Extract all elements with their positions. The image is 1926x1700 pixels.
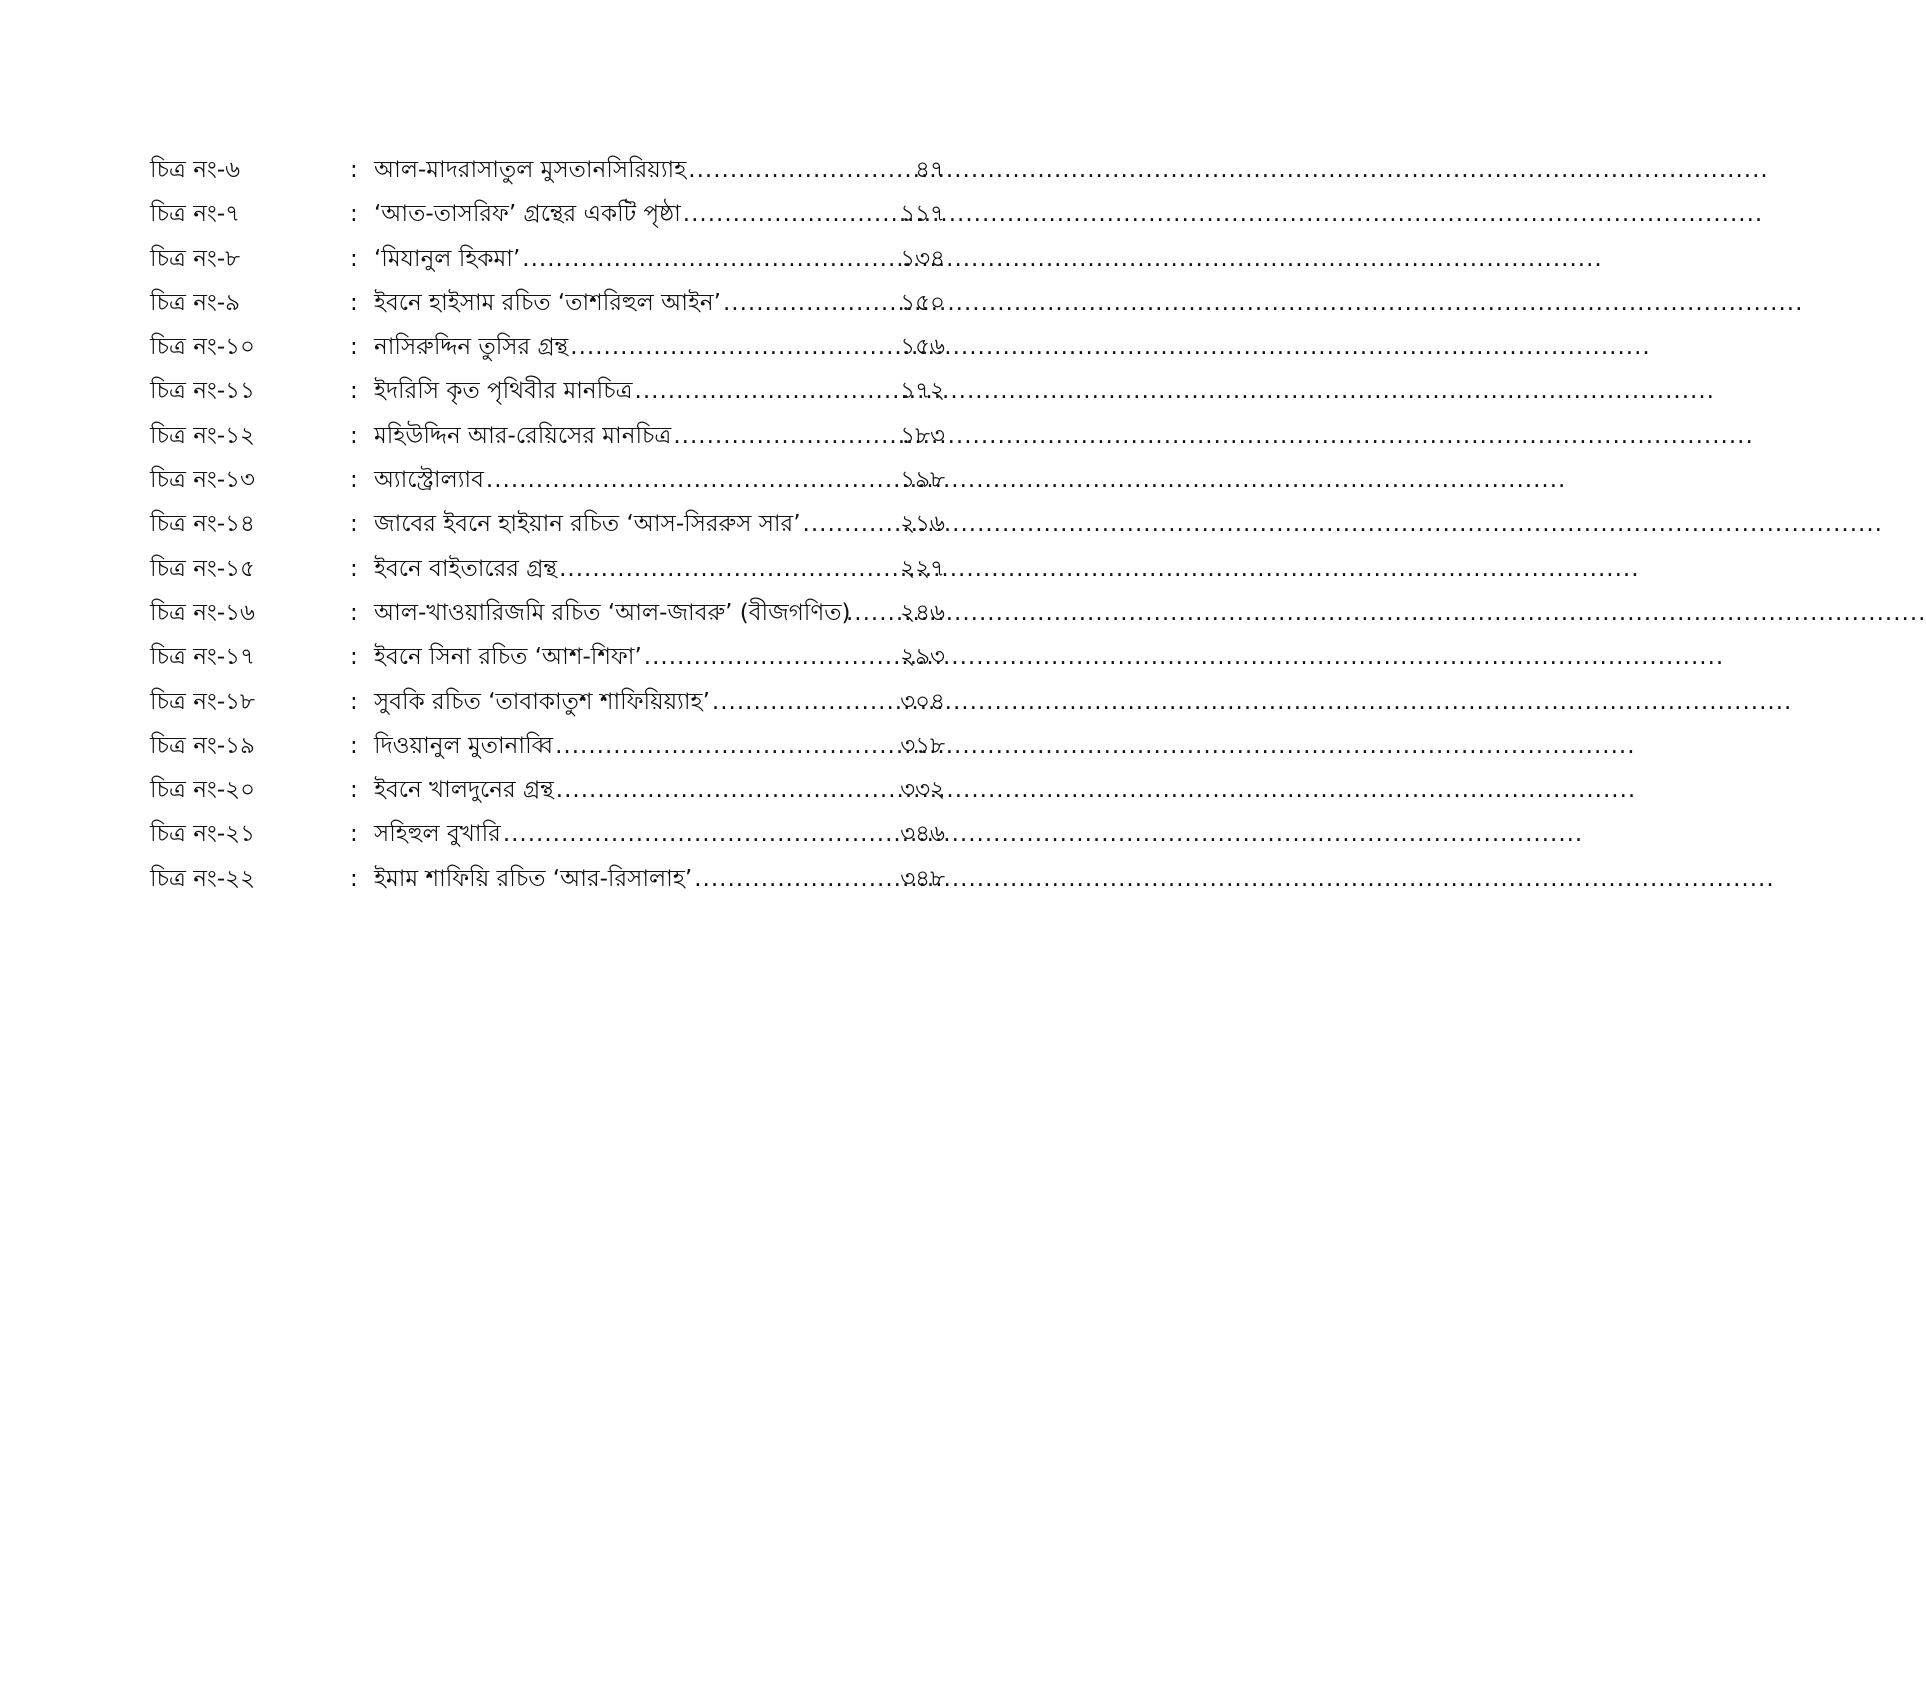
list-item <box>150 414 945 458</box>
list-item <box>150 458 945 502</box>
dot-leader <box>723 281 893 325</box>
list-item <box>150 635 945 679</box>
separator: : <box>350 201 358 228</box>
separator: : <box>350 511 358 538</box>
page-number: ১৫০ <box>900 289 945 316</box>
separator: : <box>350 245 358 272</box>
page-number: ৩৪৮ <box>900 865 945 892</box>
separator: : <box>350 732 358 759</box>
page-number: ২২৭ <box>900 555 945 582</box>
list-item <box>150 369 945 413</box>
figure-label: চিত্র নং-১০ <box>150 334 256 361</box>
page-number: ২১৬ <box>900 511 945 538</box>
figure-label: চিত্র নং-১৫ <box>150 555 255 582</box>
figure-title: দিওয়ানুল মুতানাব্বি <box>374 732 554 759</box>
list-item <box>150 237 945 281</box>
figure-label: চিত্র নং-১৯ <box>150 732 255 759</box>
figure-title: ‘মিযানুল হিকমা’ <box>374 245 521 272</box>
page-number: ১৫৬ <box>900 334 945 361</box>
figure-list <box>150 148 945 901</box>
page-number: ৩০৪ <box>900 688 945 715</box>
figure-title: আল-মাদরাসাতুল মুসতানসিরিয়্যাহ <box>374 157 687 183</box>
dot-leader <box>556 768 893 812</box>
separator: : <box>350 555 358 582</box>
dot-leader <box>555 724 893 768</box>
figure-label: চিত্র নং-১৮ <box>150 688 255 715</box>
separator: : <box>350 334 358 361</box>
figure-title: অ্যাস্ট্রোল্যাব <box>374 467 484 494</box>
figure-title: ইবনে সিনা রচিত ‘আশ-শিফা’ <box>374 644 642 671</box>
figure-title: জাবের ইবনে হাইয়ান রচিত ‘আস-সিররুস সার’ <box>374 511 801 538</box>
dot-leader <box>522 237 893 281</box>
list-item <box>150 724 945 768</box>
figure-label: চিত্র নং-৯ <box>150 289 241 316</box>
figure-title: আল-খাওয়ারিজমি রচিত ‘আল-জাবরু’ (বীজগণিত) <box>374 599 851 626</box>
dot-leader <box>503 812 893 856</box>
figure-title: মহিউদ্দিন আর-রেয়িসের মানচিত্র <box>374 422 672 449</box>
list-item <box>150 502 945 546</box>
figure-label: চিত্র নং-১২ <box>150 422 256 449</box>
page-number: ১৭২ <box>900 378 945 405</box>
separator: : <box>350 821 358 848</box>
figure-title: সহিহুল বুখারি <box>374 821 501 848</box>
figure-label: চিত্র নং-২০ <box>150 777 256 804</box>
list-item <box>150 192 945 236</box>
list-item <box>150 325 945 369</box>
figure-label: চিত্র নং-৭ <box>150 201 241 228</box>
figure-label: চিত্র নং-৬ <box>150 157 241 183</box>
separator: : <box>350 289 358 316</box>
dot-leader <box>688 148 893 192</box>
page-number: ৩৪৬ <box>900 821 945 848</box>
figure-title: ইবনে বাইতারের গ্রন্থ <box>374 555 558 582</box>
figure-label: চিত্র নং-১১ <box>150 378 255 405</box>
dot-leader <box>570 325 893 369</box>
separator: : <box>350 157 358 183</box>
figure-label: চিত্র নং-১৪ <box>150 511 255 538</box>
dot-leader <box>559 547 893 591</box>
separator: : <box>350 644 358 671</box>
figure-label: চিত্র নং-২২ <box>150 865 256 892</box>
figure-title: নাসিরুদ্দিন তুসির গ্রন্থ <box>374 334 569 361</box>
dot-leader <box>673 414 893 458</box>
figure-title: ইদরিসি কৃত পৃথিবীর মানচিত্র <box>374 378 633 405</box>
page-number: ৩৩২ <box>900 777 945 804</box>
list-item <box>150 547 945 591</box>
figure-title: সুবকি রচিত ‘তাবাকাতুশ শাফিয়িয়্যাহ’ <box>374 688 710 715</box>
figure-title: ইবনে খালদুনের গ্রন্থ <box>374 777 554 804</box>
page-number: ২৪৬ <box>900 599 945 626</box>
separator: : <box>350 378 358 405</box>
list-item <box>150 857 945 901</box>
separator: : <box>350 688 358 715</box>
page-number: ১৩৪ <box>900 245 945 272</box>
dot-leader <box>486 458 893 502</box>
separator: : <box>350 422 358 449</box>
separator: : <box>350 467 358 494</box>
dot-leader <box>683 192 893 236</box>
list-item <box>150 281 945 325</box>
figure-label: চিত্র নং-২১ <box>150 821 256 848</box>
dot-leader <box>635 369 893 413</box>
figure-label: চিত্র নং-১৭ <box>150 644 256 671</box>
figure-label: চিত্র নং-১৩ <box>150 467 256 494</box>
separator: : <box>350 777 358 804</box>
figure-title: ‘আত-তাসরিফ’ গ্রন্থের একটি পৃষ্ঠা <box>374 201 681 228</box>
list-item <box>150 680 945 724</box>
page-number: ১৯৮ <box>900 467 945 494</box>
dot-leader <box>644 635 893 679</box>
figure-title: ইমাম শাফিয়ি রচিত ‘আর-রিসালাহ’ <box>374 865 693 892</box>
figure-title: ইবনে হাইসাম রচিত ‘তাশরিহুল আইন’ <box>374 289 721 316</box>
list-item <box>150 768 945 812</box>
page-number: ৩১৮ <box>900 732 945 759</box>
list-item <box>150 591 945 635</box>
page-number: ১১৭ <box>900 201 945 228</box>
figure-label: চিত্র নং-৮ <box>150 245 241 272</box>
page-number: ২৯৩ <box>900 644 945 671</box>
figure-label: চিত্র নং-১৬ <box>150 599 256 626</box>
page-number: ১৮৩ <box>900 422 945 449</box>
dot-leader <box>694 857 893 901</box>
page-number: ৪৭ <box>915 157 945 183</box>
dot-leader <box>712 680 893 724</box>
dot-leader <box>803 502 893 546</box>
dot-leader <box>846 591 893 635</box>
separator: : <box>350 599 358 626</box>
list-item <box>150 148 945 192</box>
separator: : <box>350 865 358 892</box>
list-item <box>150 812 945 856</box>
